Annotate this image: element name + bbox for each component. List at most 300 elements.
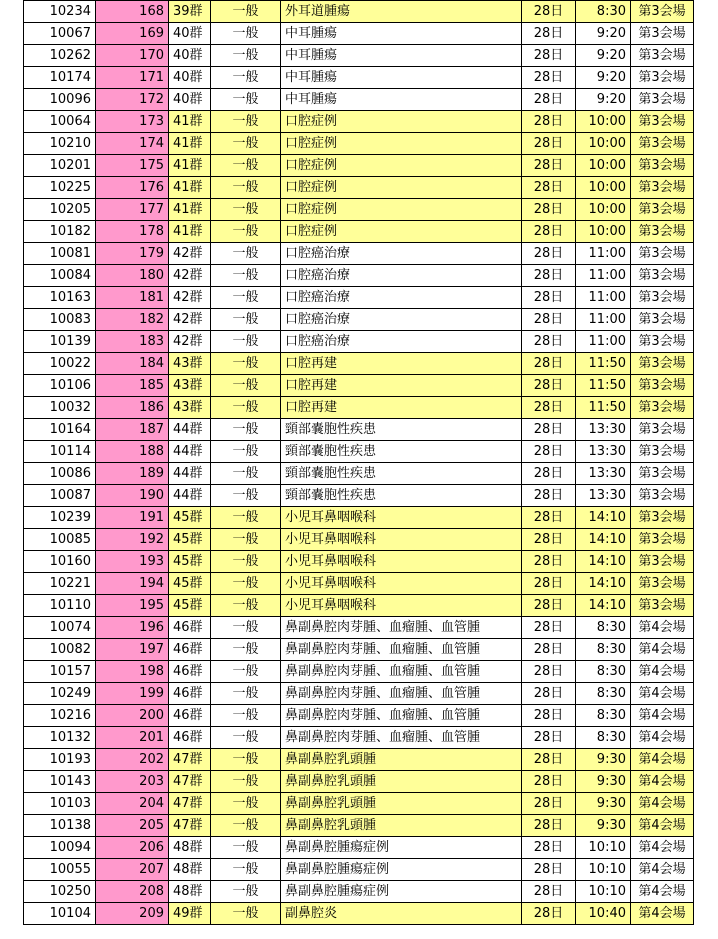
cell-time: 10:00: [576, 155, 631, 177]
cell-id: 10096: [24, 89, 96, 111]
cell-day: 28日: [522, 859, 576, 881]
cell-room: 第3会場: [631, 1, 694, 23]
cell-group: 47群: [169, 815, 211, 837]
cell-category: 一般: [211, 529, 281, 551]
cell-id: 10067: [24, 23, 96, 45]
cell-day: 28日: [522, 441, 576, 463]
schedule-rows: [24, 1, 694, 925]
cell-id: 10132: [24, 727, 96, 749]
cell-number: 196: [96, 617, 169, 639]
cell-title: 中耳腫瘍: [281, 89, 522, 111]
cell-time: 11:00: [576, 309, 631, 331]
cell-title: 口腔癌治療: [281, 287, 522, 309]
cell-title: 鼻副鼻腔肉芽腫、血瘤腫、血管腫: [281, 683, 522, 705]
table-row: [24, 331, 694, 353]
cell-day: 28日: [522, 881, 576, 903]
table-row: [24, 45, 694, 67]
cell-number: 206: [96, 837, 169, 859]
cell-id: 10094: [24, 837, 96, 859]
cell-number: 186: [96, 397, 169, 419]
table-row: [24, 683, 694, 705]
cell-day: 28日: [522, 661, 576, 683]
cell-id: 10157: [24, 661, 96, 683]
cell-group: 41群: [169, 177, 211, 199]
cell-time: 9:20: [576, 89, 631, 111]
cell-room: 第4会場: [631, 727, 694, 749]
table-row: [24, 617, 694, 639]
cell-day: 28日: [522, 837, 576, 859]
cell-time: 13:30: [576, 419, 631, 441]
cell-room: 第3会場: [631, 331, 694, 353]
cell-category: 一般: [211, 485, 281, 507]
cell-category: 一般: [211, 287, 281, 309]
cell-number: 180: [96, 265, 169, 287]
cell-id: 10114: [24, 441, 96, 463]
cell-title: 口腔症例: [281, 199, 522, 221]
cell-room: 第3会場: [631, 441, 694, 463]
cell-title: 中耳腫瘍: [281, 45, 522, 67]
cell-number: 194: [96, 573, 169, 595]
table-row: [24, 287, 694, 309]
cell-title: 外耳道腫瘍: [281, 1, 522, 23]
cell-day: 28日: [522, 265, 576, 287]
table-row: [24, 419, 694, 441]
cell-id: 10103: [24, 793, 96, 815]
cell-group: 42群: [169, 243, 211, 265]
cell-room: 第3会場: [631, 529, 694, 551]
cell-day: 28日: [522, 551, 576, 573]
cell-time: 10:10: [576, 881, 631, 903]
cell-day: 28日: [522, 331, 576, 353]
table-row: [24, 155, 694, 177]
cell-room: 第3会場: [631, 309, 694, 331]
cell-number: 171: [96, 67, 169, 89]
cell-number: 192: [96, 529, 169, 551]
cell-day: 28日: [522, 485, 576, 507]
cell-group: 46群: [169, 727, 211, 749]
cell-number: 205: [96, 815, 169, 837]
cell-id: 10249: [24, 683, 96, 705]
cell-room: 第3会場: [631, 23, 694, 45]
cell-time: 10:00: [576, 221, 631, 243]
table-row: [24, 859, 694, 881]
cell-time: 11:00: [576, 243, 631, 265]
cell-category: 一般: [211, 23, 281, 45]
cell-room: 第3会場: [631, 375, 694, 397]
cell-id: 10216: [24, 705, 96, 727]
cell-group: 45群: [169, 573, 211, 595]
cell-number: 176: [96, 177, 169, 199]
cell-time: 10:10: [576, 859, 631, 881]
cell-number: 190: [96, 485, 169, 507]
cell-group: 42群: [169, 265, 211, 287]
table-row: [24, 463, 694, 485]
cell-room: 第4会場: [631, 683, 694, 705]
cell-room: 第3会場: [631, 265, 694, 287]
cell-id: 10205: [24, 199, 96, 221]
cell-day: 28日: [522, 793, 576, 815]
cell-time: 10:10: [576, 837, 631, 859]
cell-time: 10:00: [576, 111, 631, 133]
cell-title: 鼻副鼻腔乳頭腫: [281, 771, 522, 793]
cell-time: 9:20: [576, 23, 631, 45]
cell-category: 一般: [211, 683, 281, 705]
cell-number: 181: [96, 287, 169, 309]
cell-category: 一般: [211, 419, 281, 441]
cell-id: 10174: [24, 67, 96, 89]
cell-category: 一般: [211, 375, 281, 397]
cell-category: 一般: [211, 353, 281, 375]
cell-group: 46群: [169, 683, 211, 705]
cell-id: 10083: [24, 309, 96, 331]
cell-time: 8:30: [576, 727, 631, 749]
cell-category: 一般: [211, 749, 281, 771]
cell-category: 一般: [211, 111, 281, 133]
cell-room: 第3会場: [631, 463, 694, 485]
cell-number: 172: [96, 89, 169, 111]
table-row: [24, 727, 694, 749]
table-row: [24, 705, 694, 727]
cell-group: 48群: [169, 859, 211, 881]
cell-number: 169: [96, 23, 169, 45]
cell-room: 第3会場: [631, 551, 694, 573]
cell-number: 177: [96, 199, 169, 221]
cell-time: 13:30: [576, 485, 631, 507]
cell-id: 10081: [24, 243, 96, 265]
cell-group: 45群: [169, 551, 211, 573]
cell-time: 13:30: [576, 441, 631, 463]
cell-day: 28日: [522, 45, 576, 67]
cell-id: 10160: [24, 551, 96, 573]
cell-room: 第3会場: [631, 397, 694, 419]
cell-group: 41群: [169, 111, 211, 133]
cell-day: 28日: [522, 199, 576, 221]
cell-id: 10087: [24, 485, 96, 507]
cell-id: 10082: [24, 639, 96, 661]
cell-title: 小児耳鼻咽喉科: [281, 551, 522, 573]
cell-time: 8:30: [576, 1, 631, 23]
cell-title: 口腔症例: [281, 111, 522, 133]
table-row: [24, 309, 694, 331]
cell-time: 9:30: [576, 793, 631, 815]
cell-category: 一般: [211, 705, 281, 727]
cell-group: 43群: [169, 397, 211, 419]
cell-time: 8:30: [576, 683, 631, 705]
cell-group: 41群: [169, 155, 211, 177]
cell-room: 第4会場: [631, 903, 694, 925]
cell-group: 41群: [169, 133, 211, 155]
cell-title: 鼻副鼻腔腫瘍症例: [281, 859, 522, 881]
cell-title: 小児耳鼻咽喉科: [281, 507, 522, 529]
cell-title: 鼻副鼻腔肉芽腫、血瘤腫、血管腫: [281, 661, 522, 683]
table-row: [24, 265, 694, 287]
table-row: [24, 793, 694, 815]
cell-id: 10182: [24, 221, 96, 243]
cell-group: 46群: [169, 617, 211, 639]
table-row: [24, 881, 694, 903]
cell-category: 一般: [211, 661, 281, 683]
cell-number: 204: [96, 793, 169, 815]
cell-title: 口腔症例: [281, 221, 522, 243]
cell-id: 10106: [24, 375, 96, 397]
cell-number: 189: [96, 463, 169, 485]
cell-id: 10234: [24, 1, 96, 23]
cell-day: 28日: [522, 111, 576, 133]
cell-room: 第3会場: [631, 507, 694, 529]
cell-day: 28日: [522, 463, 576, 485]
cell-room: 第3会場: [631, 155, 694, 177]
cell-category: 一般: [211, 793, 281, 815]
table-row: [24, 23, 694, 45]
cell-number: 199: [96, 683, 169, 705]
cell-title: 口腔再建: [281, 397, 522, 419]
cell-title: 頸部嚢胞性疾患: [281, 441, 522, 463]
cell-title: 鼻副鼻腔肉芽腫、血瘤腫、血管腫: [281, 727, 522, 749]
schedule-table: [23, 0, 694, 925]
cell-number: 201: [96, 727, 169, 749]
cell-id: 10086: [24, 463, 96, 485]
cell-title: 頸部嚢胞性疾患: [281, 419, 522, 441]
cell-id: 10193: [24, 749, 96, 771]
table-row: [24, 551, 694, 573]
table-row: [24, 771, 694, 793]
table-row: [24, 89, 694, 111]
cell-group: 42群: [169, 309, 211, 331]
cell-day: 28日: [522, 155, 576, 177]
cell-title: 小児耳鼻咽喉科: [281, 529, 522, 551]
cell-id: 10104: [24, 903, 96, 925]
cell-category: 一般: [211, 639, 281, 661]
cell-category: 一般: [211, 221, 281, 243]
cell-room: 第4会場: [631, 617, 694, 639]
table-row: [24, 397, 694, 419]
cell-category: 一般: [211, 617, 281, 639]
cell-group: 41群: [169, 199, 211, 221]
cell-day: 28日: [522, 1, 576, 23]
table-row: [24, 111, 694, 133]
table-row: [24, 485, 694, 507]
cell-time: 8:30: [576, 661, 631, 683]
cell-title: 口腔癌治療: [281, 331, 522, 353]
cell-title: 鼻副鼻腔腫瘍症例: [281, 837, 522, 859]
cell-day: 28日: [522, 903, 576, 925]
cell-room: 第4会場: [631, 881, 694, 903]
cell-title: 口腔症例: [281, 133, 522, 155]
cell-room: 第4会場: [631, 815, 694, 837]
cell-id: 10055: [24, 859, 96, 881]
cell-title: 口腔癌治療: [281, 265, 522, 287]
cell-day: 28日: [522, 705, 576, 727]
cell-number: 170: [96, 45, 169, 67]
cell-group: 40群: [169, 89, 211, 111]
cell-id: 10138: [24, 815, 96, 837]
cell-day: 28日: [522, 397, 576, 419]
cell-category: 一般: [211, 199, 281, 221]
cell-id: 10221: [24, 573, 96, 595]
cell-number: 168: [96, 1, 169, 23]
cell-id: 10032: [24, 397, 96, 419]
cell-group: 44群: [169, 485, 211, 507]
cell-category: 一般: [211, 89, 281, 111]
cell-category: 一般: [211, 771, 281, 793]
cell-day: 28日: [522, 287, 576, 309]
cell-day: 28日: [522, 815, 576, 837]
cell-number: 195: [96, 595, 169, 617]
cell-number: 184: [96, 353, 169, 375]
cell-group: 45群: [169, 529, 211, 551]
cell-id: 10064: [24, 111, 96, 133]
cell-group: 46群: [169, 661, 211, 683]
cell-room: 第3会場: [631, 353, 694, 375]
cell-number: 197: [96, 639, 169, 661]
cell-day: 28日: [522, 529, 576, 551]
cell-day: 28日: [522, 595, 576, 617]
cell-day: 28日: [522, 573, 576, 595]
cell-room: 第4会場: [631, 749, 694, 771]
cell-day: 28日: [522, 771, 576, 793]
table-row: [24, 1, 694, 23]
cell-time: 11:00: [576, 287, 631, 309]
cell-title: 口腔再建: [281, 353, 522, 375]
cell-category: 一般: [211, 397, 281, 419]
cell-group: 48群: [169, 881, 211, 903]
cell-room: 第3会場: [631, 111, 694, 133]
cell-category: 一般: [211, 441, 281, 463]
cell-category: 一般: [211, 551, 281, 573]
cell-title: 鼻副鼻腔乳頭腫: [281, 749, 522, 771]
cell-time: 11:00: [576, 265, 631, 287]
cell-room: 第4会場: [631, 793, 694, 815]
table-row: [24, 661, 694, 683]
cell-title: 鼻副鼻腔乳頭腫: [281, 793, 522, 815]
cell-room: 第3会場: [631, 133, 694, 155]
cell-category: 一般: [211, 309, 281, 331]
cell-category: 一般: [211, 881, 281, 903]
cell-category: 一般: [211, 265, 281, 287]
cell-number: 173: [96, 111, 169, 133]
table-row: [24, 529, 694, 551]
cell-number: 202: [96, 749, 169, 771]
cell-id: 10262: [24, 45, 96, 67]
cell-room: 第3会場: [631, 89, 694, 111]
cell-id: 10139: [24, 331, 96, 353]
cell-group: 45群: [169, 507, 211, 529]
cell-id: 10085: [24, 529, 96, 551]
cell-group: 49群: [169, 903, 211, 925]
cell-id: 10225: [24, 177, 96, 199]
cell-title: 口腔癌治療: [281, 243, 522, 265]
cell-time: 9:20: [576, 67, 631, 89]
cell-day: 28日: [522, 617, 576, 639]
cell-number: 208: [96, 881, 169, 903]
cell-group: 43群: [169, 375, 211, 397]
cell-time: 14:10: [576, 551, 631, 573]
cell-room: 第3会場: [631, 595, 694, 617]
cell-day: 28日: [522, 309, 576, 331]
cell-time: 14:10: [576, 573, 631, 595]
cell-group: 44群: [169, 419, 211, 441]
cell-day: 28日: [522, 133, 576, 155]
cell-title: 口腔症例: [281, 155, 522, 177]
cell-title: 口腔症例: [281, 177, 522, 199]
cell-room: 第4会場: [631, 661, 694, 683]
cell-group: 43群: [169, 353, 211, 375]
cell-number: 175: [96, 155, 169, 177]
cell-room: 第3会場: [631, 485, 694, 507]
cell-time: 8:30: [576, 617, 631, 639]
cell-category: 一般: [211, 903, 281, 925]
cell-group: 42群: [169, 287, 211, 309]
cell-group: 46群: [169, 639, 211, 661]
cell-time: 8:30: [576, 705, 631, 727]
table-row: [24, 353, 694, 375]
cell-number: 179: [96, 243, 169, 265]
cell-title: 鼻副鼻腔肉芽腫、血瘤腫、血管腫: [281, 617, 522, 639]
cell-time: 9:30: [576, 815, 631, 837]
cell-category: 一般: [211, 133, 281, 155]
cell-time: 13:30: [576, 463, 631, 485]
cell-room: 第3会場: [631, 419, 694, 441]
table-row: [24, 221, 694, 243]
table-row: [24, 375, 694, 397]
table-row: [24, 199, 694, 221]
cell-group: 40群: [169, 45, 211, 67]
cell-number: 182: [96, 309, 169, 331]
cell-group: 47群: [169, 771, 211, 793]
cell-time: 9:30: [576, 749, 631, 771]
cell-time: 8:30: [576, 639, 631, 661]
cell-id: 10074: [24, 617, 96, 639]
cell-room: 第3会場: [631, 573, 694, 595]
cell-title: 鼻副鼻腔腫瘍症例: [281, 881, 522, 903]
cell-room: 第3会場: [631, 177, 694, 199]
cell-room: 第3会場: [631, 199, 694, 221]
cell-time: 10:00: [576, 133, 631, 155]
cell-time: 9:30: [576, 771, 631, 793]
cell-group: 46群: [169, 705, 211, 727]
cell-day: 28日: [522, 177, 576, 199]
cell-group: 39群: [169, 1, 211, 23]
cell-room: 第4会場: [631, 837, 694, 859]
table-row: [24, 903, 694, 925]
cell-number: 200: [96, 705, 169, 727]
cell-category: 一般: [211, 507, 281, 529]
cell-group: 40群: [169, 67, 211, 89]
cell-group: 44群: [169, 441, 211, 463]
cell-category: 一般: [211, 331, 281, 353]
cell-room: 第3会場: [631, 287, 694, 309]
cell-number: 207: [96, 859, 169, 881]
cell-time: 14:10: [576, 529, 631, 551]
cell-room: 第4会場: [631, 705, 694, 727]
cell-time: 9:20: [576, 45, 631, 67]
table-row: [24, 243, 694, 265]
table-row: [24, 573, 694, 595]
table-row: [24, 507, 694, 529]
table-row: [24, 595, 694, 617]
cell-category: 一般: [211, 837, 281, 859]
cell-time: 11:00: [576, 331, 631, 353]
cell-title: 小児耳鼻咽喉科: [281, 595, 522, 617]
cell-id: 10163: [24, 287, 96, 309]
cell-number: 203: [96, 771, 169, 793]
cell-id: 10084: [24, 265, 96, 287]
cell-day: 28日: [522, 683, 576, 705]
cell-room: 第3会場: [631, 221, 694, 243]
cell-number: 198: [96, 661, 169, 683]
cell-number: 191: [96, 507, 169, 529]
cell-title: 鼻副鼻腔乳頭腫: [281, 815, 522, 837]
